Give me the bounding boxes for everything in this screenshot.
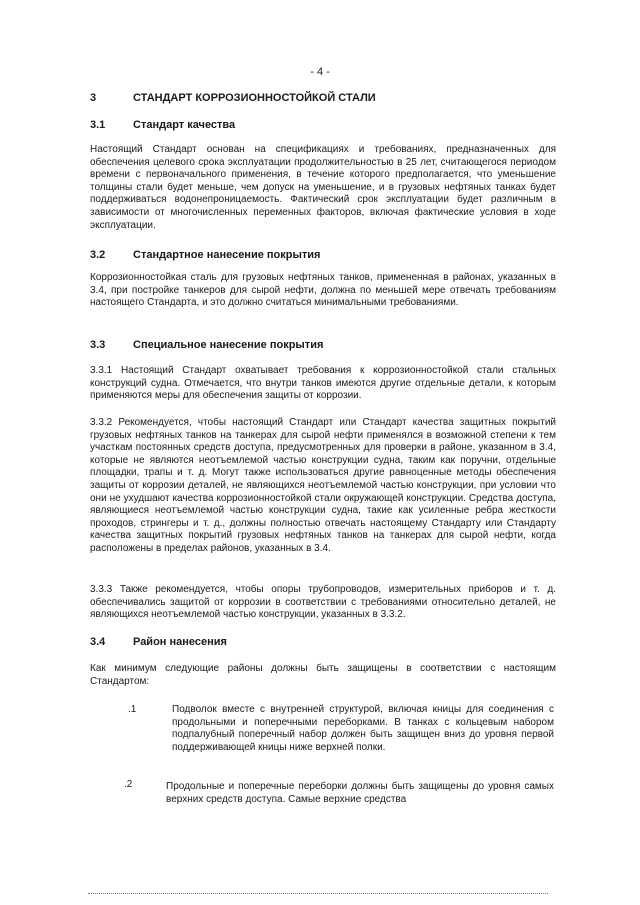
paragraph-text: Как минимум следующие районы должны быть защищены в соответствии с настоящим Стандартом: [90,663,556,687]
list-item [166,781,554,806]
subsection-title: Стандартное нанесение покрытия [133,249,321,261]
paragraph-text: 3.3.3 Также рекомендуется, чтобы опоры трубопроводов, измерительных приборов и т. д. обеспечивались защитой от коррозии в соответствии с требованиями относительно деталей, не являющихся неотъемлемой частью конструкции, указанных в 3.3.2. [90,584,556,621]
list-item-number: .1 [128,704,137,715]
section-3-3-heading [90,339,550,353]
subsection-title: Специальное нанесение покрытия [133,339,324,351]
section-3-3-1-paragraph [90,365,556,403]
paragraph-text: 3.3.1 Настоящий Стандарт охватывает требования к коррозионностойкой стали стальных конструкций судна. Отмечается, что внутри танков имеются другие отдельные детали, к которым применяются меры для обеспечения защиты от коррозии. [90,365,556,402]
section-3-4-intro [90,663,556,688]
subsection-number: 3.3 [90,339,106,351]
subsection-number: 3.4 [90,636,106,648]
subsection-title: Район нанесения [133,636,227,648]
paragraph-text: 3.3.2 Рекомендуется, чтобы настоящий Стандарт или Стандарт качества защитных покрытий грузовых нефтяных танков на танкерах для сырой нефти применялся в возможной степени к тем участкам постоянных средств доступа, предусмотренных для проверки в районе, указанном в 3.4, которые не являются неотъемлемой частью конструкции судна, таким как поручни, отдельные площадки, трапы и т. д. Могут также использоваться другие равноценные методы обеспечения защиты от коррозии деталей, не являющихся неотъемлемой частью конструкции, при условии что они не ухудшают качества коррозионностойкой стали окружающей конструкции. Средства доступа, являющиеся неотъемлемой частью конструкции судна, такие как усиленные ребра жесткости проходов, стрингеры и т. д., должны полностью отвечать настоящему Стандарту или Стандарту качества защитных покрытий грузовых нефтяных танков на танкерах для сырой нефти, когда расположены в пределах районов, указанных в 3.4. [90,417,556,554]
section-3-3-3-paragraph [90,584,556,622]
section-title: СТАНДАРТ КОРРОЗИОННОСТОЙКОЙ СТАЛИ [133,92,376,104]
section-3-4-heading [90,636,550,650]
section-3-2-paragraph [90,272,556,310]
section-number: 3 [90,92,97,104]
subsection-number: 3.2 [90,249,106,261]
subsection-title: Стандарт качества [133,119,236,131]
list-item-text: Подволок вместе с внутренней структурой, включая кницы для соединения с продольными и поперечными переборками. В танках с кольцевым набором подпалубный поперечный набор должен быть защищен вниз до уровня первой поддерживающей кницы ниже верхней полки. [172,704,554,753]
section-3-3-2-paragraph [90,417,556,556]
list-item [172,704,554,754]
paragraph-text: Коррозионностойкая сталь для грузовых нефтяных танков, примененная в районах, указанных в 3.4, при постройке танкеров для сырой нефти, должна по меньшей мере отвечать требованиям настоящего Стандарта, и это должно считаться минимальными требованиями. [90,272,556,309]
section-3-1-paragraph [90,144,556,232]
section-3-heading [90,92,550,106]
footer-divider [88,893,548,894]
section-3-1-heading [90,119,550,133]
page-number: - 4 - [310,66,330,78]
list-item-number: .2 [124,779,133,790]
subsection-number: 3.1 [90,119,106,131]
paragraph-text: Настоящий Стандарт основан на спецификациях и требованиях, предназначенных для обеспечения целевого срока эксплуатации продолжительностью в 25 лет, считающегося периодом времени с первоначального применения, в течение которого предполагается, что уменьшение толщины стали будет меньше, чем допуск на уменьшение, и в грузовых нефтяных танках будет поддерживаться водонепроницаемость. Фактический срок эксплуатации будет различным в зависимости от многочисленных переменных факторов, включая фактические условия в ходе эксплуатации. [90,144,556,231]
section-3-2-heading [90,249,550,263]
list-item-text: Продольные и поперечные переборки должны быть защищены до уровня самых верхних средств доступа. Самые верхние средства [166,781,554,805]
